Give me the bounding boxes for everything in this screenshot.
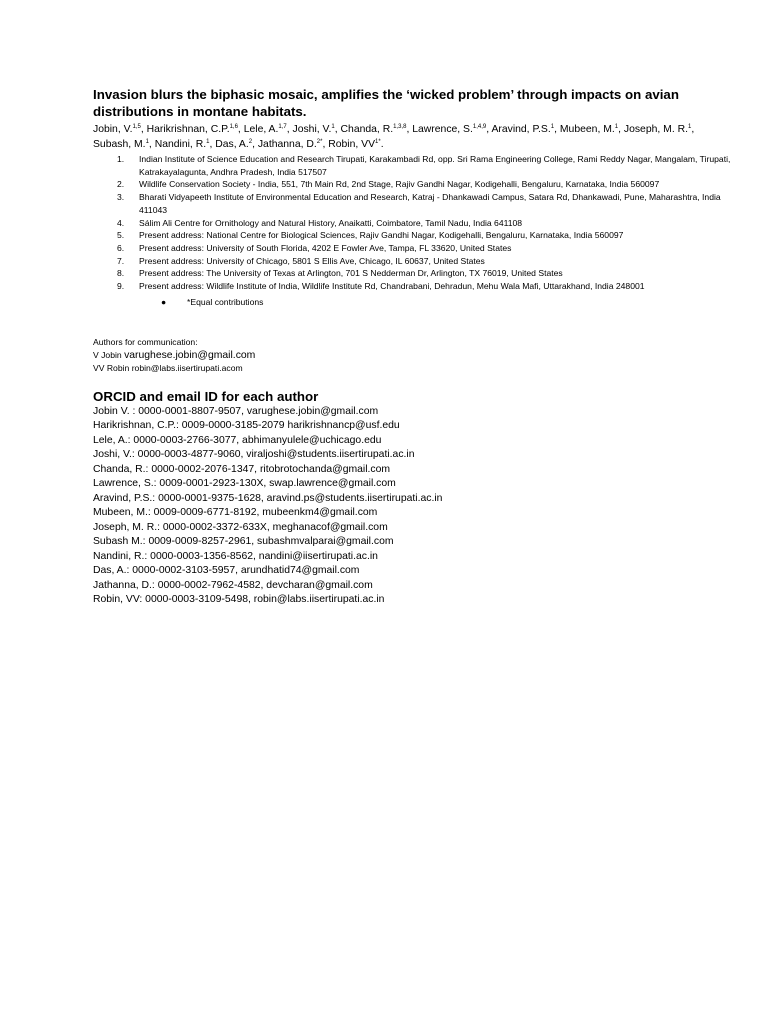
paper-title: Invasion blurs the biphasic mosaic, amplifies the ‘wicked problem’ through impacts on avian distributions in montane habitats. xyxy=(93,87,679,119)
orcid-entry: Jathanna, D.: 0000-0002-7962-4582, devcharan@gmail.com xyxy=(93,579,373,591)
equal-contribution-text: *Equal contributions xyxy=(187,296,264,307)
affiliation-item xyxy=(93,191,733,216)
author-affiliation-marker: 2 xyxy=(248,139,253,145)
orcid-entry: Robin, VV: 0000-0003-3109-5498, robin@labs.iisertirupati.ac.in xyxy=(93,594,385,606)
author-name: Jathanna, D. xyxy=(257,139,317,150)
author-entry xyxy=(258,139,328,150)
affiliation-item xyxy=(93,242,733,255)
author-separator: , xyxy=(406,124,413,135)
affiliation-text: Present address: Wildlife Institute of India, Wildlife Institute Rd, Chandrabani, Dehradun, Mehu Wala Mafi, Uttarakhand, India 248001 xyxy=(139,281,645,292)
author-affiliation-marker: 1 xyxy=(145,139,149,145)
author-entry xyxy=(244,124,293,135)
author-entry xyxy=(155,139,216,150)
orcid-entry: Lawrence, S.: 0009-0001-2923-130X, swap.lawrence@gmail.com xyxy=(93,478,396,490)
affiliation-number: 7. xyxy=(117,255,125,266)
communication-line-1 xyxy=(93,349,733,362)
author-separator: , xyxy=(209,139,216,150)
paper-page xyxy=(93,86,733,608)
author-name: Lawrence, S. xyxy=(412,124,473,135)
author-entry xyxy=(215,139,258,150)
author-separator: , xyxy=(286,124,293,135)
orcid-entry: Das, A.: 0000-0002-3103-5957, arundhatid74@gmail.com xyxy=(93,565,360,577)
affiliation-number: 1. xyxy=(117,154,125,164)
affiliation-number: 3. xyxy=(117,192,125,203)
author-entry xyxy=(93,124,147,135)
author-name: Joseph, M. R. xyxy=(623,124,688,135)
author-entry xyxy=(412,124,491,135)
orcid-entry: Nandini, R.: 0000-0003-1356-8562, nandini@iisertirupati.ac.in xyxy=(93,550,378,562)
author-affiliation-marker: 1* xyxy=(375,139,381,145)
affiliation-item xyxy=(93,178,733,191)
author-affiliation-marker: 1,6 xyxy=(229,124,238,130)
affiliation-item xyxy=(93,217,733,230)
affiliation-text: Present address: University of South Florida, 4202 E Fowler Ave, Tampa, FL 33620, United States xyxy=(139,242,512,253)
communication-heading: Authors for communication: xyxy=(93,336,198,347)
author-affiliation-marker: 1,4,9 xyxy=(472,124,487,130)
author-separator: , xyxy=(252,139,258,150)
author-separator: , xyxy=(322,139,329,150)
author-entry xyxy=(328,139,383,150)
author-affiliation-marker: 1 xyxy=(614,124,619,130)
author-list xyxy=(93,122,733,152)
author-affiliation-marker: 1 xyxy=(206,139,210,145)
author-name: Aravind, P.S. xyxy=(491,124,551,135)
author-separator: , xyxy=(554,124,560,135)
author-affiliation-marker: 1 xyxy=(550,124,555,130)
affiliation-number: 2. xyxy=(117,179,125,190)
orcid-entry: Subash M.: 0009-0009-8257-2961, subashmvalparai@gmail.com xyxy=(93,536,394,548)
author-separator: , xyxy=(618,124,624,135)
affiliation-item xyxy=(93,267,733,280)
author-name: Jobin, V. xyxy=(93,124,133,135)
author-entry xyxy=(147,124,244,135)
author-name: Joshi, V. xyxy=(292,124,332,135)
author-separator: . xyxy=(380,139,384,150)
author-separator: , xyxy=(691,124,695,135)
author-separator: , xyxy=(334,124,341,135)
affiliation-text: Indian Institute of Science Education and Research Tirupati, Karakambadi Rd, opp. Sri Rama Engineering College, Rami Reddy Nagar, Mangalam, Tirupati, Katrakayalagunta, Andhra Pradesh, India 517507 xyxy=(139,154,731,177)
affiliation-text: Wildlife Conservation Society - India, 551, 7th Main Rd, 2nd Stage, Rajiv Gandhi Nagar, Kodigehalli, Bengaluru, Karnataka, India 560097 xyxy=(139,179,660,190)
author-separator: , xyxy=(237,124,244,135)
affiliation-text: Present address: National Centre for Biological Sciences, Rajiv Gandhi Nagar, Kodigehalli, Bengaluru, Karnataka, India 560097 xyxy=(139,230,624,241)
affiliation-item xyxy=(93,229,733,242)
author-affiliation-marker: 1,5 xyxy=(132,124,141,130)
affiliation-text: Sálim Ali Centre for Ornithology and Natural History, Anaikatti, Coimbatore, Tamil Nadu, India 641108 xyxy=(139,217,523,228)
author-name: Subash, M. xyxy=(93,139,146,150)
orcid-entry: Aravind, P.S.: 0000-0001-9375-1628, aravind.ps@students.iisertirupati.ac.in xyxy=(93,492,443,504)
orcid-entry: Joshi, V.: 0000-0003-4877-9060, viraljoshi@students.iisertirupati.ac.in xyxy=(93,449,415,461)
author-separator: , xyxy=(486,124,492,135)
orcid-entry: Chanda, R.: 0000-0002-2076-1347, ritobrotochanda@gmail.com xyxy=(93,463,391,475)
bullet-icon: ● xyxy=(161,296,167,307)
communication-line-2: VV Robin robin@labs.iisertirupati.acom xyxy=(93,362,243,373)
author-name: Das, A. xyxy=(215,139,249,150)
affiliation-item xyxy=(93,255,733,268)
author-entry xyxy=(624,124,694,135)
affiliation-number: 9. xyxy=(117,281,125,292)
author-affiliation-marker: 1,3,8 xyxy=(393,124,407,130)
author-entry xyxy=(491,124,559,135)
author-name: Chanda, R. xyxy=(340,124,394,135)
orcid-entry: Harikrishnan, C.P.: 0009-0000-3185-2079 harikrishnancp@usf.edu xyxy=(93,420,400,432)
affiliation-text: Present address: University of Chicago, 5801 S Ellis Ave, Chicago, IL 60637, United States xyxy=(139,255,485,266)
author-name: Mubeen, M. xyxy=(559,124,615,135)
author-name: Harikrishnan, C.P. xyxy=(146,124,230,135)
affiliation-text: Present address: The University of Texas at Arlington, 701 S Nedderman Dr, Arlington, TX 76019, United States xyxy=(139,268,563,279)
orcid-entry: Lele, A.: 0000-0003-2766-3077, abhimanyulele@uchicago.edu xyxy=(93,434,382,446)
equal-contribution-note xyxy=(93,296,733,309)
author-entry xyxy=(560,124,624,135)
author-entry xyxy=(93,139,155,150)
author-entry xyxy=(293,124,341,135)
communication-name-1: V Jobin xyxy=(93,349,125,360)
author-affiliation-marker: 1 xyxy=(331,124,335,130)
author-entry xyxy=(341,124,413,135)
affiliation-number: 8. xyxy=(117,268,125,279)
orcid-entry: Joseph, M. R.: 0000-0002-3372-633X, meghanacof@gmail.com xyxy=(93,521,388,533)
affiliation-item xyxy=(93,153,733,178)
author-name: Nandini, R. xyxy=(154,139,207,150)
orcid-entry: Mubeen, M.: 0009-0009-6771-8192, mubeenkm4@gmail.com xyxy=(93,507,378,519)
author-name: Lele, A. xyxy=(243,124,279,135)
affiliation-number: 6. xyxy=(117,242,125,253)
affiliation-text: Bharati Vidyapeeth Institute of Environmental Education and Research, Katraj - Dhankawadi Campus, Satara Rd, Dhankawadi, Pune, Maharashtra, India 411043 xyxy=(139,192,721,215)
author-separator: , xyxy=(148,139,155,150)
affiliation-number: 4. xyxy=(117,217,125,228)
author-separator: , xyxy=(140,124,147,135)
author-affiliation-marker: 1 xyxy=(688,124,692,130)
author-affiliation-marker: 1,7 xyxy=(278,124,287,130)
affiliation-list xyxy=(93,153,733,293)
author-name: Robin, VV xyxy=(328,139,376,150)
communication-email-1: varughese.jobin@gmail.com xyxy=(124,349,256,361)
orcid-heading: ORCID and email ID for each author xyxy=(93,388,319,404)
affiliation-item xyxy=(93,280,733,293)
author-affiliation-marker: 2* xyxy=(316,139,323,145)
affiliation-number: 5. xyxy=(117,230,125,241)
orcid-entry: Jobin V. : 0000-0001-8807-9507, varughese.jobin@gmail.com xyxy=(93,405,379,417)
communication-block xyxy=(93,336,733,375)
orcid-list xyxy=(93,405,733,608)
